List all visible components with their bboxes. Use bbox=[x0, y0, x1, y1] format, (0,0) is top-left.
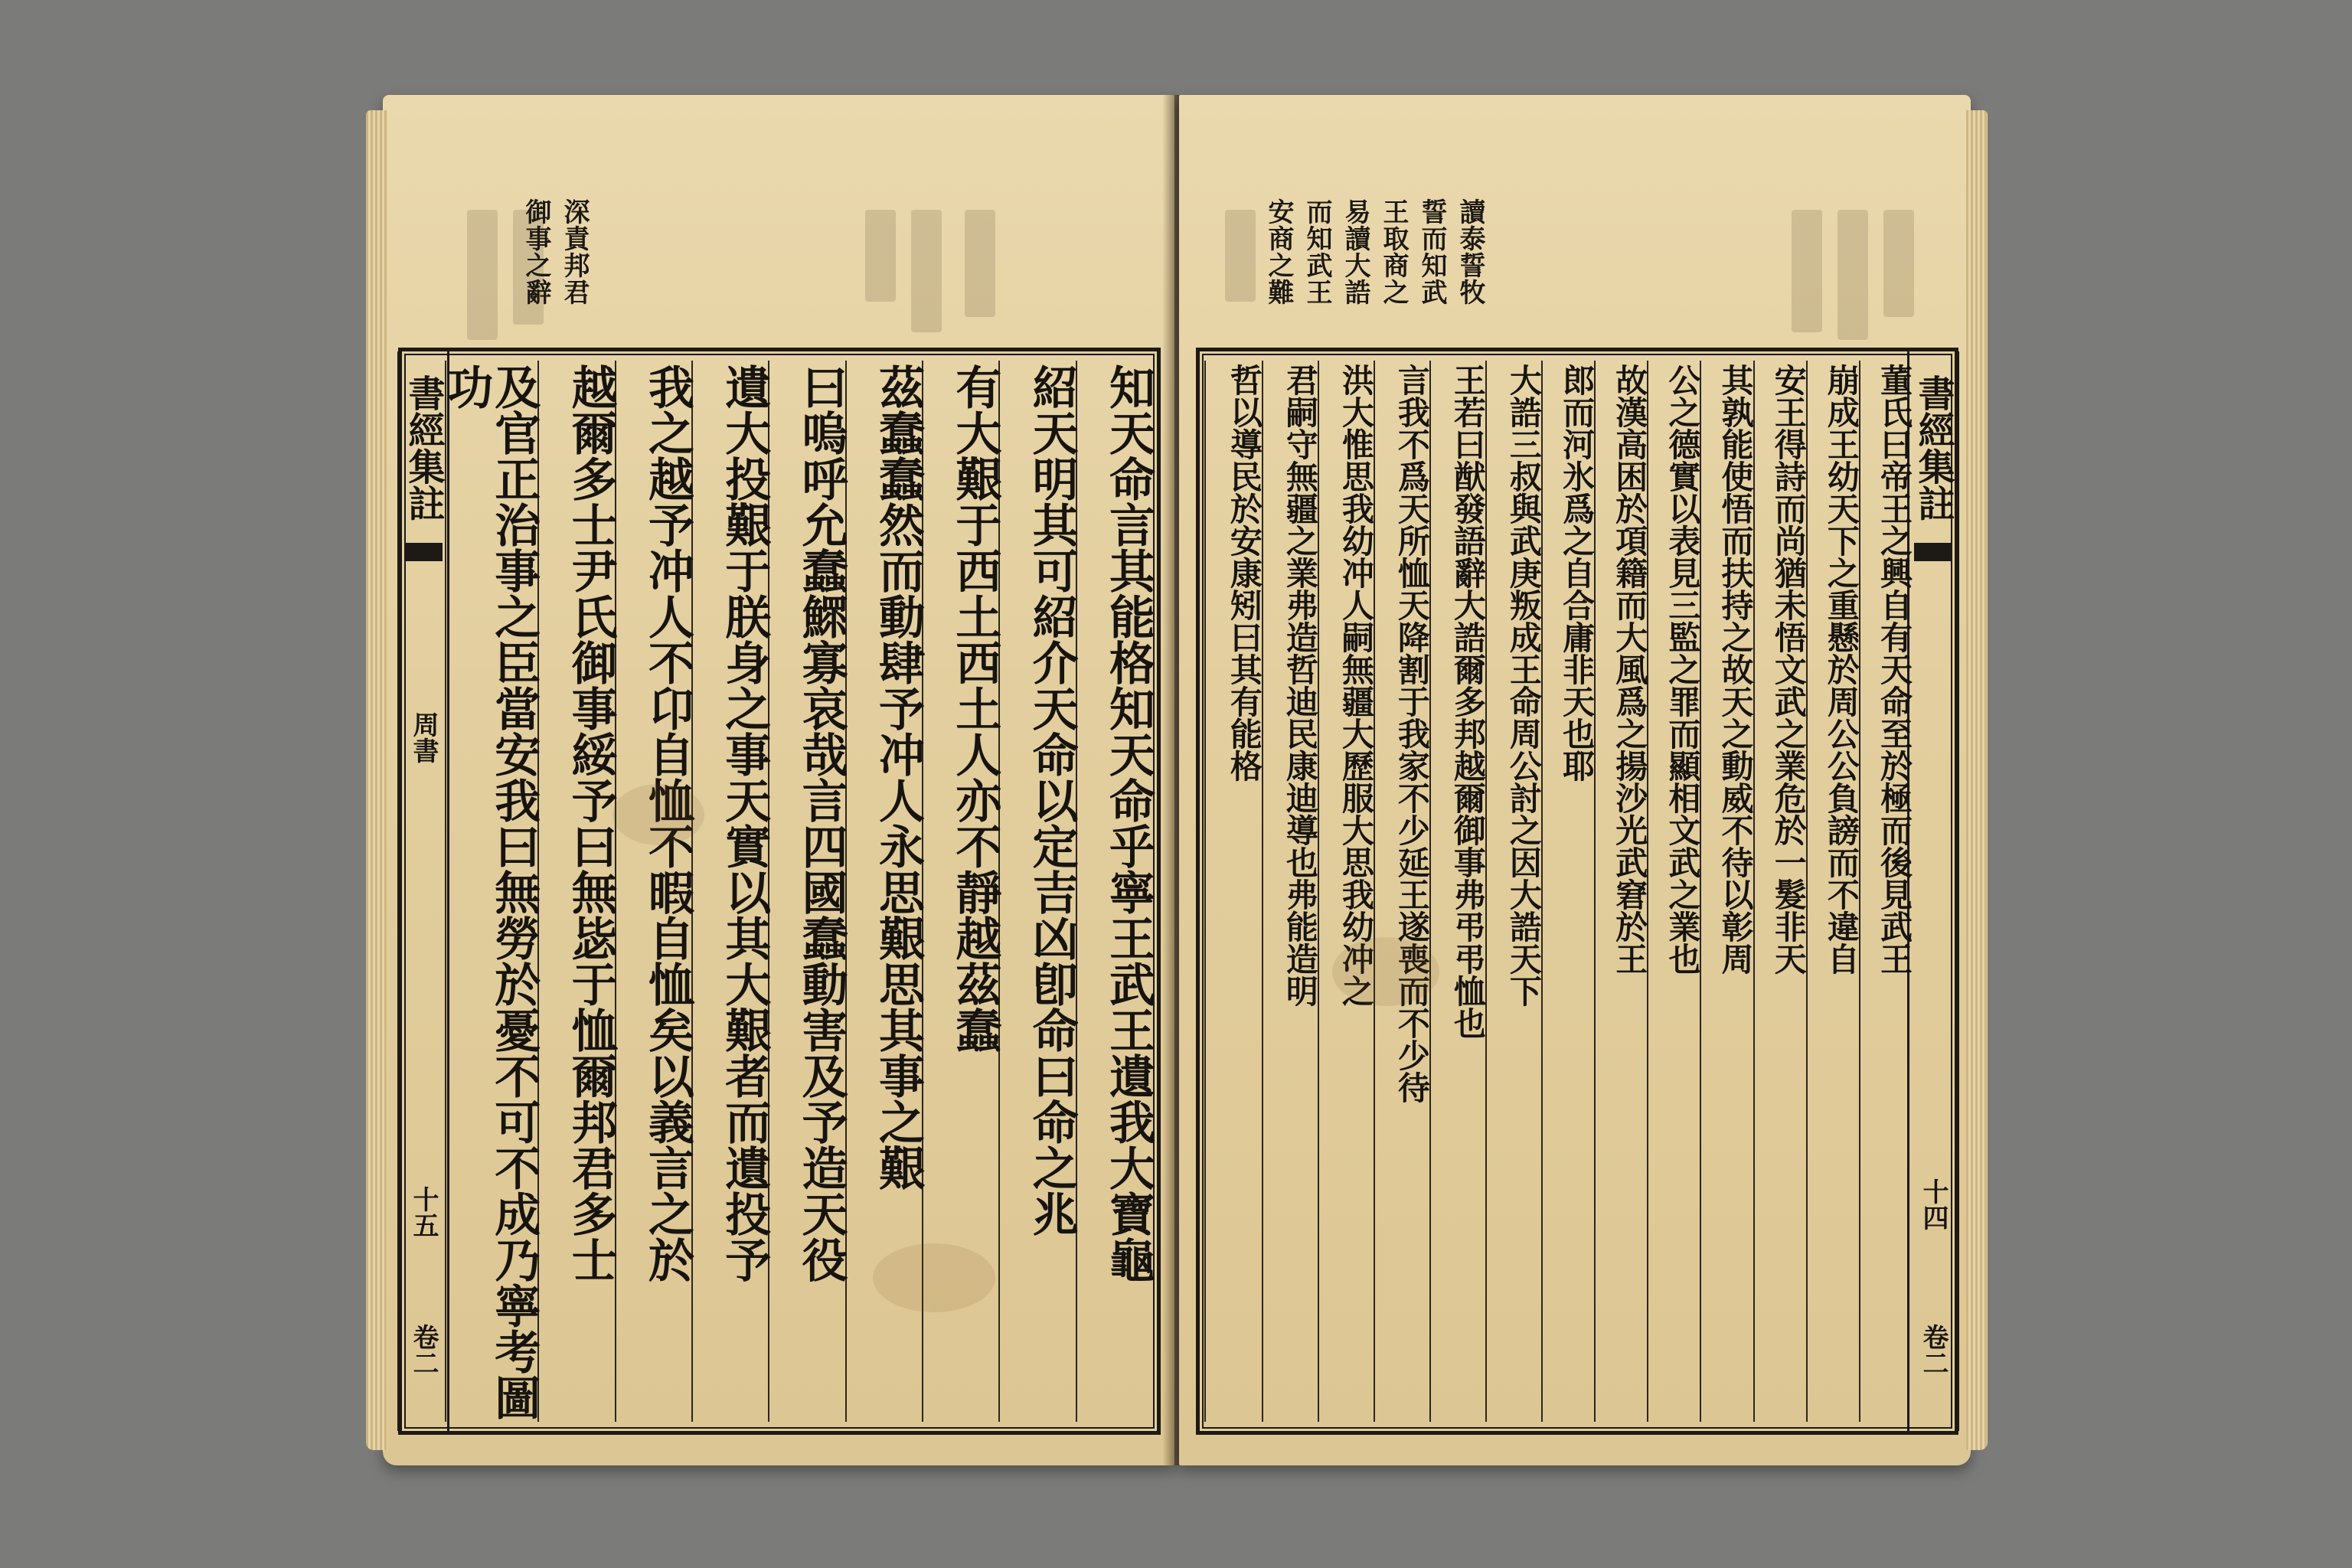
banxin-title: 書經集註 bbox=[402, 374, 445, 521]
left-head-note bbox=[521, 198, 590, 305]
fish-tail-mark bbox=[404, 543, 443, 561]
text-column bbox=[439, 361, 541, 1422]
text-column bbox=[1806, 361, 1859, 1422]
head-note-line: 讀泰誓牧 bbox=[1455, 198, 1485, 305]
head-note-line: 易讀大誥 bbox=[1340, 198, 1370, 305]
column-text: 大誥三叔與武庚叛成王命周公討之因大誥天下 bbox=[1504, 364, 1543, 1007]
column-text: 安王得詩而尚猶未悟文武之業危於一髮非天 bbox=[1769, 364, 1808, 975]
text-column bbox=[615, 361, 694, 1422]
banxin-juan: 卷二 bbox=[408, 1324, 439, 1376]
text-column bbox=[768, 361, 848, 1422]
right-text-frame bbox=[1196, 348, 1958, 1435]
text-column bbox=[1541, 361, 1594, 1422]
right-page bbox=[1179, 95, 1971, 1465]
column-text: 紹天明其可紹介天命以定吉凶卽命曰命之兆 bbox=[1024, 364, 1079, 1236]
banxin-juan: 卷二 bbox=[1918, 1324, 1949, 1376]
column-text: 言我不爲天所恤天降割于我家不少延王遂喪而不少待 bbox=[1393, 364, 1431, 1103]
column-text: 故漢高困於項籍而大風爲之揚沙光武窘於王 bbox=[1611, 364, 1649, 975]
right-head-note bbox=[1263, 198, 1485, 305]
column-text: 洪大惟思我幼冲人嗣無疆大歷服大思我幼冲之 bbox=[1337, 364, 1375, 1007]
banxin-folio: 十四 bbox=[1918, 1178, 1949, 1230]
column-text: 越爾多士尹氏御事綏予曰無毖于恤爾邦君多士 bbox=[564, 364, 618, 1282]
banxin-section: 周書 bbox=[408, 711, 439, 763]
head-note-line: 安商之難 bbox=[1263, 198, 1294, 305]
head-note-line: 而知武王 bbox=[1302, 198, 1332, 305]
banxin-title: 書經集註 bbox=[1912, 374, 1955, 521]
head-note-line: 深責邦君 bbox=[559, 198, 590, 305]
left-page bbox=[383, 95, 1174, 1465]
column-text: 公之德實以表見三監之罪而顯相文武之業也 bbox=[1664, 364, 1702, 975]
left-banxin bbox=[397, 351, 449, 1431]
fish-tail-mark bbox=[1914, 543, 1952, 561]
column-text: 哲以導民於安康矧曰其有能格 bbox=[1225, 364, 1263, 782]
text-column bbox=[1204, 361, 1262, 1422]
column-text: 及官正治事之臣當安我曰無勞於憂不可不成乃寧考圖功 bbox=[439, 364, 541, 1420]
banxin-folio: 十五 bbox=[408, 1186, 439, 1238]
left-fore-edge bbox=[366, 110, 387, 1450]
head-note-line: 王取商之 bbox=[1378, 198, 1409, 305]
column-text: 知天命言其能格知天命乎寧王武王遺我大寶龜 bbox=[1102, 364, 1155, 1282]
text-column bbox=[1647, 361, 1700, 1422]
right-fore-edge bbox=[1966, 110, 1988, 1450]
column-text: 郎而河氷爲之自合庸非天也耶 bbox=[1558, 364, 1596, 782]
column-text: 君嗣守無疆之業弗造哲迪民康迪導也弗能造明 bbox=[1281, 364, 1319, 1007]
left-columns bbox=[439, 361, 1155, 1422]
text-column bbox=[1318, 361, 1374, 1422]
column-text: 崩成王幼天下之重懸於周公公負謗而不違自 bbox=[1822, 364, 1860, 975]
paper-stain bbox=[612, 784, 704, 845]
left-text-frame bbox=[398, 348, 1161, 1435]
head-note-line: 御事之辭 bbox=[521, 198, 551, 305]
text-column bbox=[1374, 361, 1429, 1422]
text-column bbox=[1700, 361, 1753, 1422]
text-column bbox=[1262, 361, 1318, 1422]
column-text: 董氏曰帝王之興自有天命至於極而後見武王 bbox=[1876, 364, 1913, 975]
text-column bbox=[1753, 361, 1806, 1422]
text-column bbox=[1485, 361, 1541, 1422]
text-column bbox=[691, 361, 772, 1422]
text-column bbox=[998, 361, 1079, 1422]
column-text: 王若曰猷發語辭大誥爾多邦越爾御事弗弔弔恤也 bbox=[1449, 364, 1487, 1039]
right-columns bbox=[1204, 361, 1912, 1422]
paper-stain bbox=[873, 1243, 995, 1312]
text-column bbox=[537, 361, 618, 1422]
column-text: 其孰能使悟而扶持之故天之動威不待以彰周 bbox=[1717, 364, 1755, 975]
right-banxin bbox=[1907, 351, 1959, 1431]
column-text: 我之越予冲人不卬自恤不暇自恤矣以義言之於 bbox=[640, 364, 694, 1282]
column-text: 有大艱于西土西土人亦不靜越茲蠢 bbox=[948, 364, 1002, 1053]
column-text: 曰嗚呼允蠢鰥寡哀哉言四國蠢動害及予造天役 bbox=[794, 364, 848, 1282]
open-book bbox=[383, 95, 2006, 1473]
text-column bbox=[1429, 361, 1485, 1422]
column-text: 茲蠢蠢然而動肆予冲人永思艱思其事之艱 bbox=[871, 364, 925, 1191]
paper-stain bbox=[1332, 937, 1439, 1006]
text-column bbox=[1594, 361, 1647, 1422]
column-text: 遺大投艱于朕身之事天實以其大艱者而遺投予 bbox=[717, 364, 772, 1282]
text-column bbox=[1076, 361, 1155, 1422]
text-column bbox=[1859, 361, 1912, 1422]
head-note-line: 誓而知武 bbox=[1416, 198, 1447, 305]
